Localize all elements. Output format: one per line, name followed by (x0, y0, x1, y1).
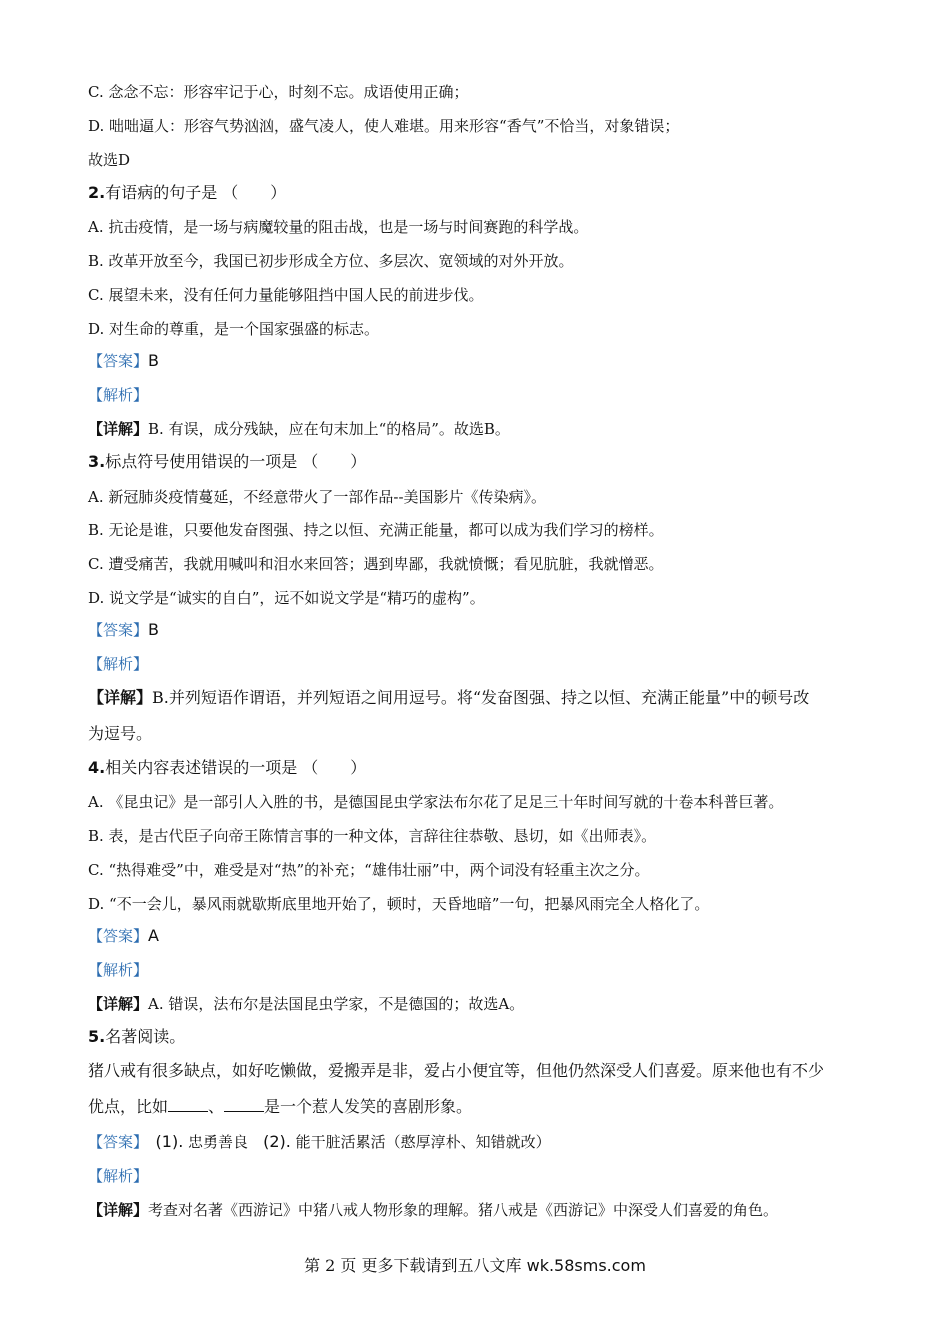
passage-text: 是一个惹人发笑的喜剧形象。 (264, 1097, 473, 1116)
detail-line (88, 1200, 778, 1220)
option-a: A. 新冠肺炎疫情蔓延，不经意带火了一部作品--美国影片《传染病》。 (88, 488, 547, 506)
detail-tag: 【详解】 (88, 1201, 149, 1219)
option-c-line: C. 念念不忘：形容牢记于心，时刻不忘。成语使用正确； (88, 83, 469, 101)
page-footer (0, 1256, 950, 1276)
analysis-tag: 【解析】 (88, 1167, 149, 1185)
analysis-line (88, 1166, 148, 1186)
answer-tag: 【答案】 (88, 352, 149, 370)
answer-line (88, 1132, 551, 1152)
question-number: 3. (88, 452, 106, 471)
fill-blank-2 (224, 1097, 264, 1112)
answer-2-number: (2). (263, 1132, 291, 1151)
detail-text: A. 错误，法布尔是法国昆虫学家，不是德国的；故选A。 (148, 995, 525, 1013)
question-number: 2. (88, 183, 106, 202)
page-number: 第 2 页 更多下载请到五八文库 (304, 1256, 522, 1275)
detail-line (88, 688, 809, 708)
answer-value: B (148, 620, 159, 639)
analysis-tag: 【解析】 (88, 655, 149, 673)
detail-line (88, 419, 510, 439)
answer-2: 能干脏活累活（憨厚淳朴、知错就改） (290, 1133, 551, 1151)
question-5 (88, 1027, 185, 1047)
detail-tag: 【详解】 (88, 995, 149, 1013)
question-stem: 相关内容表述错误的一项是 （ ） (105, 758, 367, 777)
passage-line-1: 猪八戒有很多缺点，如好吃懒做，爱搬弄是非，爱占小便宜等，但他仍然深受人们喜爱。原来他也有不少 (88, 1061, 825, 1080)
conclusion-line: 故选D (88, 151, 131, 169)
detail-text: B. 有误，成分残缺，应在句末加上“的格局”。故选B。 (148, 420, 510, 438)
option-d: D. 对生命的尊重，是一个国家强盛的标志。 (88, 320, 380, 338)
option-d: D. 说文学是“诚实的自白”，远不如说文学是“精巧的虚构”。 (88, 589, 485, 607)
option-b: B. 改革开放至今，我国已初步形成全方位、多层次、宽领域的对外开放。 (88, 252, 574, 270)
question-3 (88, 452, 366, 472)
answer-tag: 【答案】 (88, 1133, 141, 1151)
answer-1: 忠勇善良 (183, 1133, 249, 1151)
analysis-tag: 【解析】 (88, 386, 149, 404)
option-d: D. “不一会儿，暴风雨就歇斯底里地开始了，顿时，天昏地暗”一句，把暴风雨完全人格化了。 (88, 895, 710, 913)
answer-line (88, 351, 159, 371)
answer-value: B (148, 351, 159, 370)
option-a: A. 《昆虫记》是一部引人入胜的书，是德国昆虫学家法布尔花了足足三十年时间写就的十卷本科普巨著。 (88, 793, 784, 811)
analysis-line (88, 654, 148, 674)
answer-tag: 【答案】 (88, 621, 149, 639)
passage-separator: 、 (208, 1097, 225, 1116)
question-number: 5. (88, 1027, 106, 1046)
detail-tag: 【详解】 (88, 420, 149, 438)
option-c: C. 展望未来，没有任何力量能够阻挡中国人民的前进步伐。 (88, 286, 484, 304)
option-a: A. 抗击疫情，是一场与病魔较量的阻击战，也是一场与时间赛跑的科学战。 (88, 218, 589, 236)
detail-text: 考查对名著《西游记》中猪八戒人物形象的理解。猪八戒是《西游记》中深受人们喜爱的角色。 (148, 1201, 779, 1219)
answer-tag: 【答案】 (88, 927, 149, 945)
analysis-tag: 【解析】 (88, 961, 149, 979)
analysis-line (88, 960, 148, 980)
option-b: B. 表，是古代臣子向帝王陈情言事的一种文体，言辞往往恭敬、恳切，如《出师表》。 (88, 827, 657, 845)
answer-1-number: (1). (155, 1132, 184, 1151)
passage-text: 优点，比如 (88, 1097, 169, 1116)
answer-value: A (148, 926, 159, 945)
question-stem: 有语病的句子是 （ ） (105, 183, 287, 202)
fill-blank-1 (168, 1097, 208, 1112)
option-c: C. “热得难受”中，难受是对“热”的补充；“雄伟壮丽”中，两个词没有轻重主次之分。 (88, 861, 650, 879)
passage-line-2 (88, 1097, 472, 1117)
answer-line (88, 926, 159, 946)
detail-continuation: 为逗号。 (88, 724, 153, 743)
footer-link[interactable]: wk.58sms.com (521, 1256, 646, 1275)
analysis-line (88, 385, 148, 405)
option-b: B. 无论是谁，只要他发奋图强、持之以恒、充满正能量，都可以成为我们学习的榜样。 (88, 521, 664, 539)
question-stem: 标点符号使用错误的一项是 （ ） (105, 452, 367, 471)
option-c: C. 遭受痛苦，我就用喊叫和泪水来回答；遇到卑鄙，我就愤慨；看见肮脏，我就憎恶。 (88, 555, 664, 573)
detail-tag: 【详解】 (88, 688, 153, 707)
question-number: 4. (88, 758, 106, 777)
detail-text: B.并列短语作谓语，并列短语之间用逗号。将“发奋图强、持之以恒、充满正能量”中的顿号改 (152, 688, 810, 707)
option-d-line: D. 咄咄逼人：形容气势汹汹，盛气凌人，使人难堪。用来形容“香气”不恰当，对象错误； (88, 117, 680, 135)
question-stem: 名著阅读。 (105, 1027, 186, 1046)
detail-line (88, 994, 524, 1014)
question-4 (88, 758, 366, 778)
answer-line (88, 620, 159, 640)
question-2 (88, 183, 286, 203)
